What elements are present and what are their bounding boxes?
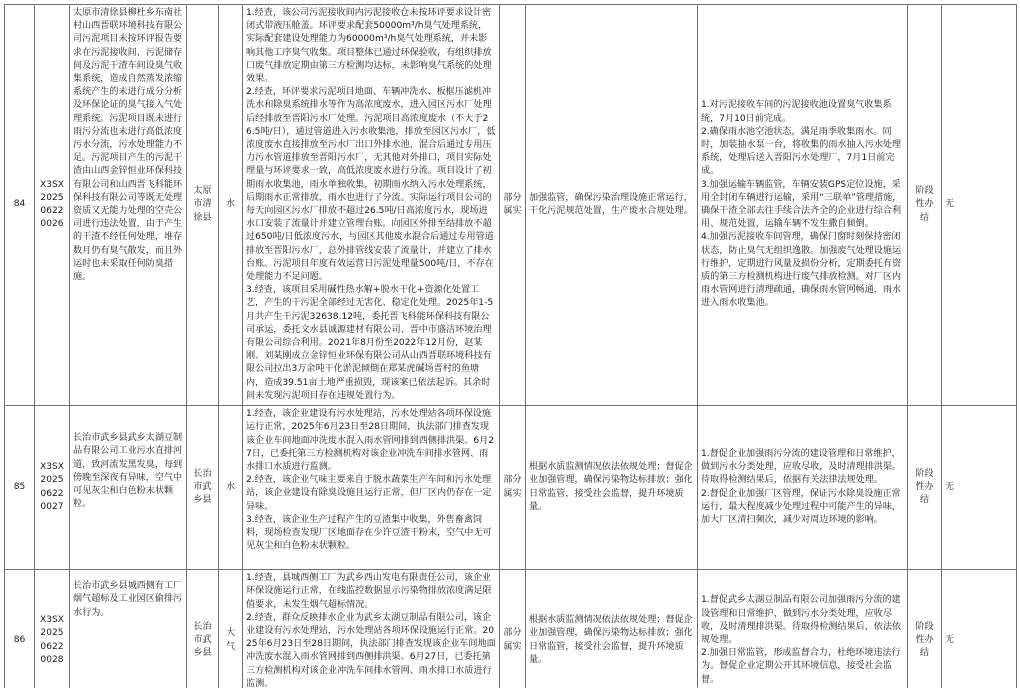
handling-basis: 根据水质监测情况依法依规处理；督促企业加强管理，确保污染物达标排放；强化日常监管，接受社会监督，提升环境质量。 [526,406,698,570]
accountability: 无 [942,406,1017,570]
finding-paragraph: 2.经查，该企业气味主要来自于脱水蔬菜生产车间和污水处理站，该企业建设有除臭设施且运行正常，但厂区内仍存在一定异味。 [246,475,492,512]
rectification-measures [698,406,908,570]
complaint-content: 长治市武乡县城西侧有工厂烟气超标及工业园区偷排污水行为。 [70,570,187,688]
finding-paragraph: 1.经查，县城西侧工厂为武乡西山发电有限责任公司，该企业环保设施运行正常，在线监控数据显示污染物排放浓度满足限值要求，未发生烟气超标情况。 [246,573,492,610]
handling-status: 阶段性办结 [908,570,942,688]
pollution-type: 水 [219,406,243,570]
finding-paragraph: 3.经查，该项目采用碱性热水解+脱水干化+资源化处置工艺，产生的干污泥全部经过无害化、稳定化处理。2025年1-5月共产生干污泥32638.12吨，委托晋飞科能环保科技有限公司承运，委托文水县诚源建材有限公司、晋中市盛洁环境治理有限公司综合利用。2021年8月份至2022年12月份，赵某刚、刘某刚成立金锌恒业环保有限公司从山西晋联环境科技有限公司拉出3万余吨干化淤泥倾倒在郑某虎碱场晋村的鱼塘内，造成39.51亩土地严重损毁，现该案已依法起诉。其余时间未发现污泥项目存在违规处置行为。 [246,285,494,401]
handling-basis: 根据水质监测情况依法依规处理；督促企业加强管理，确保污染物达标排放；强化日常监管，接受社会监督，提升环境质量。 [526,570,698,688]
handling-status: 阶段性办结 [908,406,942,570]
rectification-measures [698,570,908,688]
measure-paragraph: 1.督促企业加强雨污分流的建设管理和日常维护，做到污水分类处理，应收尽收，及时清理排洪渠。待取得检测结果后，依据有关法律法规处理。 [701,448,902,486]
finding-paragraph: 1.经查，该企业建设有污水处理站，污水处理站各项环保设施运行正常，2025年6月23日至28日期间，执法部门排查发现该企业车间地面冲洗废水混入雨水管网排到西侧排洪渠。6月27日，已委托第三方检测机构对该企业冲洗车间排水管网、雨水排口水质进行监测。 [246,409,495,472]
measure-paragraph: 3.加强运输车辆监管，车辆安装GPS定位设施，采用全封闭车辆进行运输，采用“三联单”管理措施，确保干渣全部去往手续合法齐全的企业进行综合利用、规范处置，运输车辆不发生撒自倾倒。 [701,179,902,230]
accountability: 无 [942,5,1017,406]
complaint-table [4,4,1017,688]
measure-paragraph: 1.对污泥接收车间的污泥接收池设置臭气收集系统，7月10日前完成。 [701,100,892,124]
measure-paragraph: 1.督促武乡太湖豆制品有限公司加强雨污分流的建设管理和日常维护，做到污水分类处理，应收尽收，及时清理排洪渠。待取得检测结果后，依法依规处理。 [701,595,902,645]
investigation-findings [243,406,500,570]
row-number: 86 [5,570,35,688]
handling-basis: 加强监管，确保污染治理设施正常运行，干化污泥规范处置，生产废水合规处理。 [526,5,698,406]
administrative-region: 长治市武乡县 [187,406,219,570]
case-code: X3SX202506220027 [35,406,70,570]
pollution-type: 水 [219,5,243,406]
measure-paragraph: 2.加强日常监管，形成监督合力，杜绝环境违法行为。督促企业定期公开其环境信息，接受社会监督。 [701,648,901,685]
case-code: X3SX202506220028 [35,570,70,688]
verification-result: 部分属实 [500,570,526,688]
complaint-content: 长治市武乡县武乡太湖豆制品有限公司工业污水直排河道，致河流发黑发臭，每到傍晚至深夜有异味，空气中可见灰尘和白色粉末状颗粒。 [70,406,187,570]
row-number: 85 [5,406,35,570]
verification-result: 部分属实 [500,5,526,406]
pollution-type: 大气 [219,570,243,688]
table-row [5,5,1017,406]
finding-paragraph: 2.经查，环评要求污泥项目地面、车辆冲洗水、板框压滤机冲洗水和除臭系统排水等作为高浓度废水，进入园区污水厂处理后经排放至晋阳污水厂处理。污泥项目高浓度废水（不大于26.5吨/日），通过管道进入污水收集池，排放至园区污水厂，低浓度废水直接排放至污水厂出口外排水池，混合后通过专用压力污水管道排放至晋阳污水厂，无其他对外排口，项目实际处理量与环评要求一致，高低浓度废水进行分流。项目设计了初期雨水收集池，雨水单独收集，初期雨水纳入污水处理系统，后期雨水正常排放，雨水也进行了分流。实际运行项目公司的每天向园区污水厂排放不超过26.5吨/日高浓度污水，现场进水口安装了流量计并建立管理台账。向园区外排至结排放不超过650吨/日低浓度污水，与园区其他废水混合后通过专用管道排放至晋阳污水厂，总外排管线安装了流量计，并建立了排水台账。污泥项目年度有效运营日污泥处理量500吨/日，不存在处理能力不足问题。 [246,87,496,283]
row-number: 84 [5,5,35,406]
measure-paragraph: 2.确保雨水池空池状态，满足雨季收集雨水。同时，加装抽水泵一台，将收集的雨水抽入污水处理系统，处理后送入晋阳污水处理厂，7月1日前完成。 [701,126,902,177]
investigation-findings [243,570,500,688]
handling-status: 阶段性办结 [908,5,942,406]
complaint-content: 太原市清徐县柳杜乡东南社村山西晋联环境科技有限公司污泥项目未按环评报告要求在污泥接收间、污泥储存间及污泥干渣车间设臭气收集系统，造成自然蒸发浓缩系统产生的未进行成分分析及环保论证的臭气接入气处理系统。污泥项目既未进行雨污分流也未进行高低浓度污水分流，污水处理能力不足。污泥项目产生的污泥干渣由山西金锌恒业环保科技有限公司和山西晋飞科能环保科技有限公司等既无处理资质又无能力处理的空壳公司进行违法处置，由于产生的干渣不经任何处理，堆存数月仍有臭气散发，而且外运时也未采取任何防臭措施。 [70,5,187,406]
administrative-region: 长治市武乡县 [187,570,219,688]
finding-paragraph: 1.经查，该公司污泥接收间内污泥接收仓未按环评要求设计密闭式带液压舱盖。环评要求配套50000m³/h臭气处理系统，实际配套建设处理能力为60000m³/h臭气处理系统，并未影响其他工序臭气收集。项目整体已通过环保验收，有组织排放口废气排放定期由第三方检测均达标，未影响臭气系统的处理效果。 [246,8,492,85]
measure-paragraph: 2.督促企业加强厂区管理，保证污水除臭设施正常运行，最大程度减少处理过程中可能产生的异味，加大厂区清扫频次，减少对周边环境的影响。 [701,488,902,525]
measure-paragraph: 4.加强污泥接收车间管理，确保门窗时刻保持密闭状态，防止臭气无组织逸散。加强废气处理设施运行维护，定期进行风量及损份分析，定期委托有资质的第三方检测机构进行废气排放检测。对厂区内雨水管网进行清理疏通，确保雨水管网畅通，雨水进入雨水收集池。 [701,232,902,309]
finding-paragraph: 3.经查，该企业生产过程产生的豆渣集中收集，外售畜禽饲料，现场检查发现厂区地面存在少许豆渣干粉末，空气中无可见灰尘和白色粉末状颗粒。 [246,514,492,552]
verification-result: 部分属实 [500,406,526,570]
case-code: X3SX202506220026 [35,5,70,406]
rectification-measures [698,5,908,406]
table-row [5,406,1017,570]
administrative-region: 太原市清徐县 [187,5,219,406]
investigation-findings [243,5,500,406]
accountability: 无 [942,570,1017,688]
table-row [5,570,1017,688]
finding-paragraph: 2.经查，群众反映排水企业为武乡太湖豆制品有限公司，该企业建设有污水处理站，污水处理站各项环保设施运行正常。2025年6月23日至28日期间，执法部门排查发现该企业车间地面冲洗废水混入雨水管网排到西侧排洪渠。6月27日，已委托第三方检测机构对该企业冲洗车间排水管网、雨水排口水质进行监测。 [246,612,496,688]
